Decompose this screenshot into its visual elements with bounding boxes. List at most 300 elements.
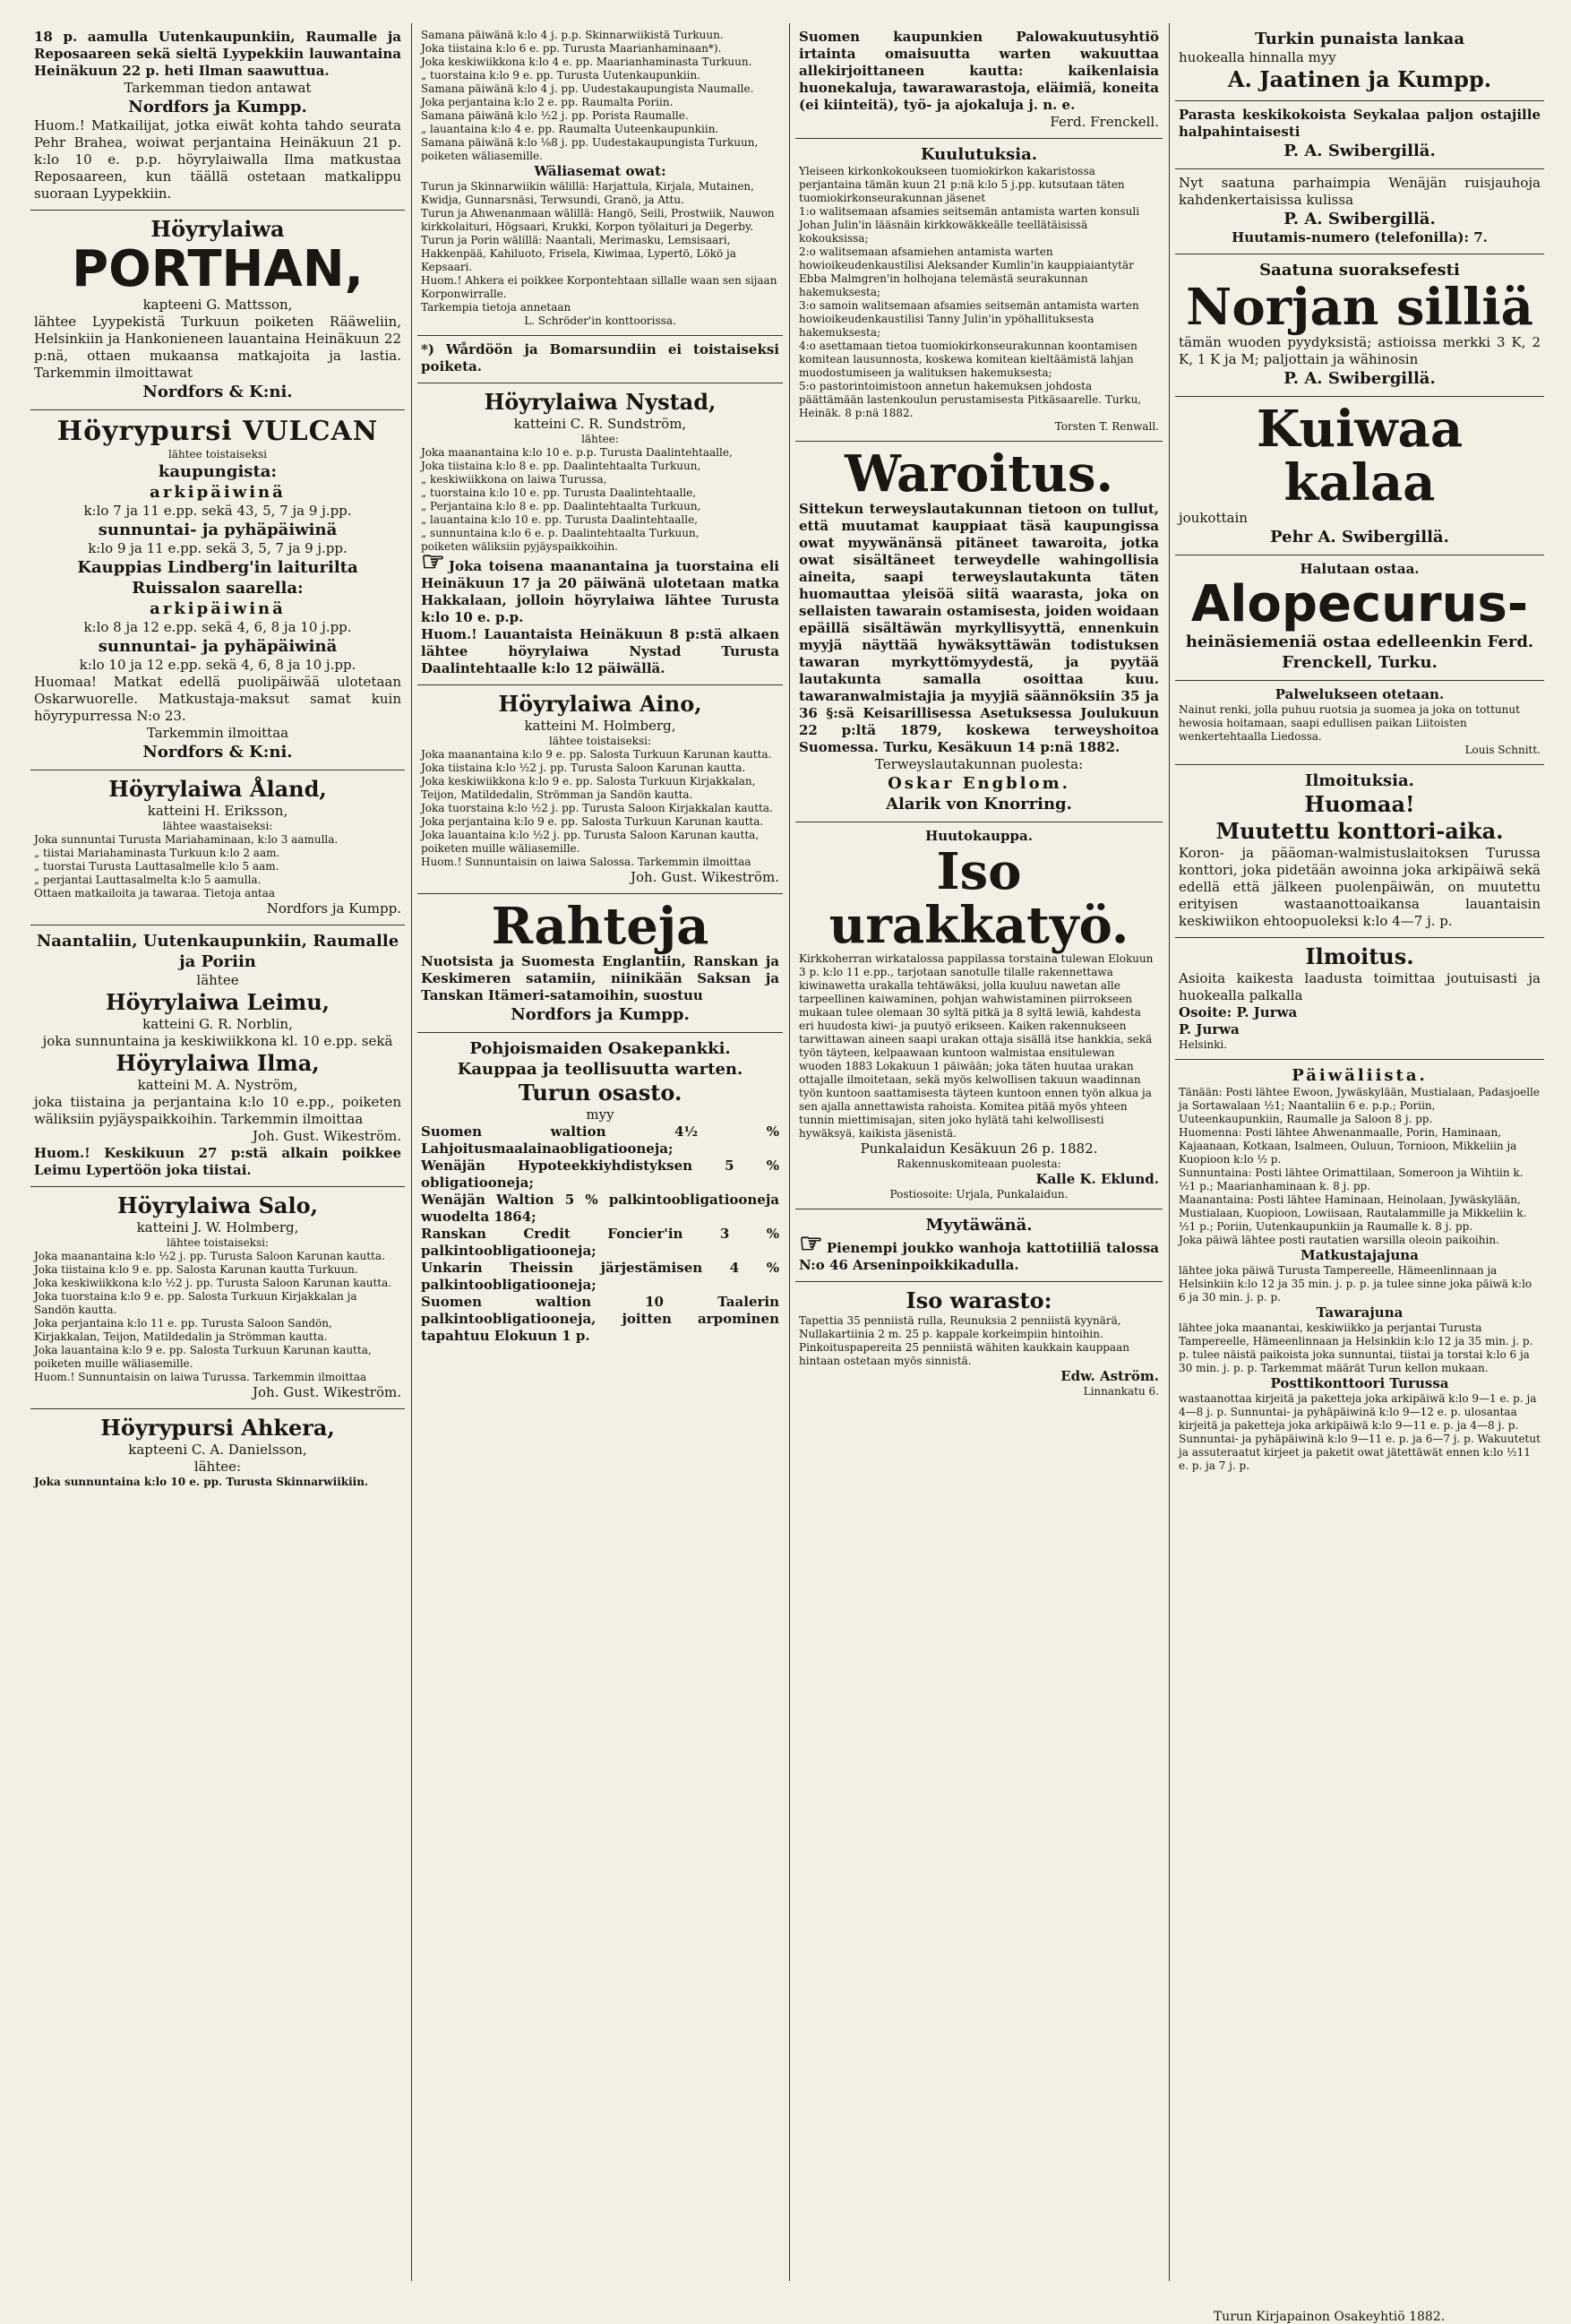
ad-text-content: Joka sunnuntai Turusta Mariahaminaan, k:lo 3 aamulla. bbox=[34, 833, 339, 846]
ad-text bbox=[799, 420, 1159, 434]
ad-text-content: Parasta keskikokoista Seykalaa paljon ostajille halpahintaisesti bbox=[1179, 107, 1541, 140]
ad-text-content: Yleiseen kirkonkokoukseen tuomiokirkon kakaristossa perjantaina tämän kuun 21 p:nä k:lo 5 j.pp. kutsutaan täten tuomiokirkonseurakunnan jäsenet bbox=[799, 165, 1125, 204]
ad-text bbox=[421, 829, 779, 856]
ad-text bbox=[421, 123, 779, 136]
ad-text-content: Nordfors ja Kumpp. bbox=[266, 900, 401, 917]
ad-text bbox=[34, 1371, 401, 1384]
ad-text-content: Huutamis-numero (telefonilla): 7. bbox=[1232, 229, 1488, 245]
ad-text-content: katteini H. Eriksson, bbox=[147, 803, 288, 819]
ad-text bbox=[34, 887, 401, 900]
ad-text-content: P. A. Swibergillä. bbox=[1283, 210, 1436, 228]
ad-text-content: Sunnuntaina: Posti lähtee Orimattilaan, Someroon ja Wihtiin k. ½1 p.; Maarianhaminaan k. 8 j. pp. bbox=[1179, 1166, 1524, 1192]
ad-text-content: lähtee toistaiseksi: bbox=[167, 1236, 269, 1249]
ad-text bbox=[34, 117, 401, 202]
ad-text-content: Joka keskiwiikkona k:lo 9 e. pp. Salosta Turkuun Kirjakkalan, Teijon, Matildedalin, Strömman ja Sandön kautta. bbox=[421, 775, 756, 801]
ad-text bbox=[1179, 209, 1541, 229]
ad-text bbox=[421, 748, 779, 762]
advertisement bbox=[795, 822, 1163, 1209]
ad-text-content: L. Schröder'in konttoorissa. bbox=[524, 314, 676, 327]
ad-text-content: Höyrylaiwa Åland, bbox=[108, 776, 327, 802]
ad-text bbox=[421, 473, 779, 486]
pointing-hand-icon: ☞ bbox=[421, 547, 445, 578]
ad-text-content: „ tuorstaina k:lo 9 e. pp. Turusta Uutenkaupunkiin. bbox=[421, 69, 700, 82]
ad-text bbox=[1179, 66, 1541, 93]
ad-text bbox=[34, 1236, 401, 1250]
ad-text-content: lähtee waastaiseksi: bbox=[162, 820, 273, 832]
ad-text-content: Joka tiistaina k:lo 9 e. pp. Salosta Karunan kautta Turkuun. bbox=[34, 1263, 358, 1276]
ad-text-content: Nordfors ja Kumpp. bbox=[511, 1005, 690, 1024]
ad-text-content: Iso urakkatyö. bbox=[828, 842, 1129, 955]
ad-text-content: Tapettia 35 penniistä rulla, Reunuksia 2 penniistä kyynärä, Nullakartiinia 2 m. 25 p. kappale korkeimpiin hintoihin. bbox=[799, 1314, 1121, 1340]
ad-text-content: Huomenna: Posti lähtee Ahwenanmaalle, Porin, Haminaan, Kajaanaan, Kotkaan, Isalmeen, Ouluun, Tornioon, Mikkeliin ja Kuopioon k:lo ½ p. bbox=[1179, 1126, 1517, 1166]
ad-text-content: Höyrylaiwa Ilma, bbox=[116, 1050, 320, 1076]
ad-text-content: Joh. Gust. Wikeström. bbox=[253, 1128, 401, 1144]
ad-text bbox=[1179, 1375, 1541, 1392]
ad-text bbox=[1179, 1321, 1541, 1375]
ad-text bbox=[34, 657, 401, 674]
ad-text bbox=[421, 234, 779, 274]
ad-text-content: Joka keskiwiikkona k:lo ½2 j. pp. Turusta Saloon Karunan kautta. bbox=[34, 1277, 392, 1289]
ad-text-content: Samana päiwänä k:lo ⅛8 j. pp. Uudestakaupungista Turkuun, poiketen wäliasemille. bbox=[421, 136, 759, 162]
ad-text bbox=[421, 314, 779, 328]
ad-text-content: „ perjantai Lauttasalmelta k:lo 5 aamulla. bbox=[34, 874, 262, 886]
ad-text-content: Posttikonttoori Turussa bbox=[1270, 1375, 1449, 1391]
ad-text bbox=[421, 500, 779, 513]
ad-text-content: Ottaen matkailoita ja tawaraa. Tietoja antaa bbox=[34, 887, 276, 899]
ad-text-content: P. A. Swibergillä. bbox=[1283, 142, 1436, 160]
advertisement bbox=[417, 894, 783, 1033]
ad-text bbox=[799, 794, 1159, 814]
ad-text-content: Joka tuorstaina k:lo 9 e. pp. Salosta Turkuun Kirjakkalan ja Sandön kautta. bbox=[34, 1290, 357, 1316]
ad-text bbox=[1179, 1193, 1541, 1234]
ad-text bbox=[421, 1192, 779, 1226]
advertisement bbox=[417, 23, 783, 336]
advertisement bbox=[795, 139, 1163, 442]
ad-text-content: Nuotsista ja Suomesta Englantiin, Ranskan ja Keskimeren satamiin, niinikään Saksan ja Tanskan Itämeri-satamoihin, suostuu bbox=[421, 953, 779, 1003]
ad-text bbox=[34, 557, 401, 598]
ad-text bbox=[421, 416, 779, 433]
advertisement bbox=[1175, 101, 1544, 169]
ad-text bbox=[1179, 527, 1541, 547]
ad-text bbox=[1179, 791, 1541, 818]
ad-text-content: „ tuorstai Turusta Lauttasalmelle k:lo 5 aam. bbox=[34, 860, 279, 873]
ad-text-content: myy bbox=[586, 1106, 614, 1123]
ad-text bbox=[421, 1080, 779, 1106]
ad-text bbox=[34, 931, 401, 972]
ad-text bbox=[1179, 29, 1541, 49]
ad-text-content: Punkalaidun Kesäkuun 26 p. 1882. bbox=[860, 1140, 1098, 1157]
ad-text-content: lähtee bbox=[196, 972, 239, 988]
advertisement bbox=[30, 925, 405, 1187]
ad-text bbox=[1179, 229, 1541, 246]
ad-text-content: 5:o pastorintoimistoon annetun hakemuksen johdosta päättämään lastenkoulun perustamisesta Pitkäsaarelle. Turku, Heinäk. 8 p:nä 1882. bbox=[799, 380, 1142, 419]
ad-text bbox=[421, 547, 779, 626]
ad-text-content: Osoite: P. Jurwa bbox=[1179, 1004, 1298, 1020]
ad-text bbox=[799, 340, 1159, 380]
ad-text bbox=[34, 972, 401, 989]
ad-text bbox=[1179, 1004, 1541, 1021]
ad-text-content: Joka tiistaina k:lo ½2 j. pp. Turusta Saloon Karunan kautta. bbox=[421, 762, 746, 774]
ad-text-content: Joh. Gust. Wikeström. bbox=[631, 869, 779, 885]
ad-text-content: katteini M. Holmberg, bbox=[524, 718, 676, 734]
ad-text-content: Tarkempia tietoja annetaan bbox=[421, 301, 571, 314]
ad-text-content: 4:o asettamaan tietoa tuomiokirkonseurakunnan koontamisen komitean lausunnosta, koskewa komitean kieltäämistä lahjan muodostumiseen ja walituksen hakemuksesta; bbox=[799, 340, 1137, 379]
ad-text-content: „ lauantaina k:lo 4 e. pp. Raumalta Uuteenkaupunkiin. bbox=[421, 123, 719, 135]
ad-text bbox=[1179, 368, 1541, 389]
ad-text-content: Tarkemmin ilmoittaa bbox=[146, 725, 289, 741]
ad-text bbox=[421, 180, 779, 207]
ad-text-content: „ Perjantaina k:lo 8 e. pp. Daalintehtaalta Turkuun, bbox=[421, 500, 701, 512]
ad-text-content: 2:o walitsemaan afsamiehen antamista warten howioikeudenkaustilisi Aleksander Kumlin'in kauppiaiantytär Ebba Malmgren'in holhojana telemästä seurakunnan hakemuksesta; bbox=[799, 245, 1134, 298]
ad-text bbox=[799, 952, 1159, 1140]
ad-text-content: Joka toisena maanantaina ja tuorstaina eli Heinäkuun 17 ja 20 päiwänä ulotetaan matka Hakkalaan, jolloin höyrylaiwa lähtee Turusta k:lo 10 e. p.p. bbox=[421, 558, 779, 625]
ad-text bbox=[421, 136, 779, 163]
ad-text bbox=[34, 297, 401, 314]
ad-text-content: Postiosoite: Urjala, Punkalaidun. bbox=[889, 1188, 1069, 1201]
ad-text-content: Joka perjantaina k:lo 11 e. pp. Turusta Saloon Sandön, Kirjakkalan, Teijon, Matildedalin ja Strömman kautta. bbox=[34, 1317, 332, 1343]
ad-text bbox=[34, 520, 401, 540]
advertisement bbox=[417, 336, 783, 383]
ad-text bbox=[421, 869, 779, 886]
ad-text bbox=[34, 619, 401, 636]
ad-text-content: Samana päiwänä k:lo 4 j. pp. Uudestakaupungista Naumalle. bbox=[421, 82, 754, 95]
ad-text-content: sunnuntai- ja pyhäpäiwinä bbox=[98, 637, 338, 656]
ad-text-content: „ tuorstaina k:lo 10 e. pp. Turusta Daalintehtaalle, bbox=[421, 486, 697, 499]
ad-text bbox=[34, 1459, 401, 1476]
advertisement bbox=[1175, 23, 1544, 101]
ad-text-content: Turkin punaista lankaa bbox=[1255, 30, 1464, 48]
ad-text bbox=[421, 540, 779, 554]
ad-text bbox=[34, 874, 401, 887]
ad-text bbox=[421, 207, 779, 234]
ad-text-content: Sittekun terweyslautakunnan tietoon on tullut, että muutamat kauppiaat täsä kaupungissa owat myywänänsä pitäneet tawaroita, jotka owat sisältäneet terweydelle wahingollisia aineita, saapi terweyslautakunta täten huomauttaa yleisöä siitä waarasta, joka on sellaisten tawarain ostamisesta, joiden woidaan epäillä sisältäwän myrkyllisyyttä, ennenkuin myyjä näyttää hywäksyttäwän todistuksen tawaran myrkyttömyydestä, ja pyytää lautakunta samalla osoittaa kuu. tawaranwalmistajia ja myyjiä säännöksiin 35 ja 36 §:sä Keisarillisessa Asetuksessa Joulukuun 22 p:ltä 1879, koskewa terweyshoitoa Suomessa. Turku, Kesäkuun 14 p:nä 1882. bbox=[799, 501, 1159, 755]
ad-text bbox=[799, 1215, 1159, 1235]
ad-text-content: Joka päiwä lähtee posti rautatien warsilla oleoin paikoihin. bbox=[1179, 1234, 1499, 1246]
ad-text bbox=[34, 1033, 401, 1050]
ad-text bbox=[34, 80, 401, 97]
column-1 bbox=[30, 23, 405, 2299]
column-2 bbox=[417, 23, 783, 2299]
ad-text bbox=[421, 1123, 779, 1158]
ad-text bbox=[421, 1260, 779, 1294]
ad-text bbox=[421, 953, 779, 1004]
ad-text bbox=[1179, 1304, 1541, 1321]
ad-text bbox=[799, 1385, 1159, 1399]
ad-text-content: Höyrylaiwa Nystad, bbox=[484, 389, 717, 415]
ad-text bbox=[421, 802, 779, 815]
ad-text-content: joka tiistaina ja perjantaina k:lo 10 e.pp., poiketen wäliksiin pyjäyspaikkoihin. Tarkemmin ilmoittaa bbox=[34, 1094, 401, 1127]
ad-text-content: Joka tiistaina k:lo 6 e. pp. Turusta Maarianhaminaan*). bbox=[421, 42, 722, 55]
ad-text-content: Huom.! Matkailijat, jotka eiwät kohta tahdo seurata Pehr Brahea, woiwat perjantaina Heinäkuun 21 p. k:lo 10 e. p.p. höyrylaiwalla Ilma matkustaa Reposaareen, kun täällä ostetaan matkalippu suoraan Lyypekkiin. bbox=[34, 117, 401, 202]
ad-text-content: Höyrypursi VULCAN bbox=[56, 416, 379, 447]
ad-text bbox=[34, 860, 401, 874]
ad-text bbox=[421, 626, 779, 677]
ad-text bbox=[34, 1050, 401, 1077]
ad-text bbox=[34, 382, 401, 402]
ad-text-content: Huom.! Sunnuntaisin on laiwa Turussa. Tarkemmin ilmoittaa bbox=[34, 1371, 367, 1383]
ad-text bbox=[421, 341, 779, 375]
ad-text-content: katteini G. R. Norblin, bbox=[142, 1016, 293, 1032]
pointing-hand-icon: ☞ bbox=[799, 1228, 823, 1260]
ad-text-content: Edw. Aström. bbox=[1060, 1368, 1159, 1384]
ad-text bbox=[799, 1368, 1159, 1385]
ad-text-content: 3:o samoin walitsemaan afsamies seitsemän antamista warten howioikeudenkaustilisi Tanny Julin'in ypöhallituksesta hakemuksesta; bbox=[799, 299, 1139, 339]
ad-text bbox=[421, 1226, 779, 1260]
ad-text bbox=[34, 1192, 401, 1219]
ad-text bbox=[34, 674, 401, 725]
ad-text bbox=[1179, 744, 1541, 757]
advertisement bbox=[1175, 254, 1544, 397]
ad-text-content: Saatuna suoraksefesti bbox=[1259, 261, 1460, 280]
ad-text bbox=[421, 1294, 779, 1345]
ad-text-content: Suomen waltion 4½ % Lahjoitusmaalainaobligatiooneja; bbox=[421, 1123, 779, 1157]
ad-text bbox=[1179, 1065, 1541, 1086]
ad-text-content: Huom.! Sunnuntaisin on laiwa Salossa. Tarkemmin ilmoittaa bbox=[421, 856, 751, 868]
ad-text-content: P. A. Swibergillä. bbox=[1283, 369, 1436, 388]
ad-text-content: Huutokauppa. bbox=[925, 828, 1033, 844]
ad-text-content: Huom.! Ahkera ei poikkee Korpontehtaan sillalle waan sen sijaan Korponwirralle. bbox=[421, 274, 777, 300]
ad-text-content: Höyrypursi Ahkera, bbox=[100, 1415, 335, 1441]
ad-text-content: joukottain bbox=[1179, 510, 1248, 526]
column-3 bbox=[795, 23, 1163, 2299]
ad-text bbox=[421, 301, 779, 314]
ad-text bbox=[421, 897, 779, 956]
advertisement bbox=[1175, 555, 1544, 681]
ad-text-content: Huomaa! bbox=[1304, 791, 1415, 817]
ad-text-content: Joka lauantaina k:lo ½2 j. pp. Turusta Saloon Karunan kautta, poiketen muille wäliasemille. bbox=[421, 829, 760, 855]
ad-text bbox=[421, 42, 779, 56]
ad-text bbox=[799, 165, 1159, 205]
advertisement bbox=[30, 23, 405, 211]
ad-text bbox=[421, 1158, 779, 1192]
ad-text-content: arkipäiwinä bbox=[150, 599, 286, 618]
ad-text-content: Kauppias Lindberg'in laiturilta Ruissalon saarella: bbox=[77, 558, 358, 598]
column-rule bbox=[789, 23, 790, 2281]
ad-text bbox=[34, 1077, 401, 1094]
ad-text bbox=[34, 1317, 401, 1344]
ad-text-content: kaupungista: bbox=[158, 462, 278, 481]
ad-text bbox=[421, 29, 779, 42]
ad-text bbox=[799, 444, 1159, 504]
ad-text bbox=[1179, 1264, 1541, 1304]
ad-text-content: k:lo 9 ja 11 e.pp. sekä 3, 5, 7 ja 9 j.pp. bbox=[88, 540, 348, 556]
ad-text bbox=[1179, 278, 1541, 337]
ad-text-content: Iso warasto: bbox=[906, 1287, 1052, 1313]
ad-text bbox=[799, 501, 1159, 756]
ad-text-content: Turun osasto. bbox=[518, 1080, 682, 1106]
ad-text bbox=[34, 803, 401, 820]
column-rule bbox=[1169, 23, 1170, 2281]
advertisement bbox=[1175, 681, 1544, 765]
ad-text bbox=[421, 1106, 779, 1123]
ad-text bbox=[1179, 1392, 1541, 1473]
ad-text bbox=[799, 1341, 1159, 1368]
ad-text-content: Nordfors & K:ni. bbox=[142, 743, 293, 762]
ad-text-content: Norjan silliä bbox=[1186, 278, 1533, 337]
ad-text-content: Helsinki. bbox=[1179, 1038, 1228, 1051]
ad-text-content: Joka perjantaina k:lo 9 e. pp. Salosta Turkuun Karunan kautta. bbox=[421, 815, 764, 828]
ad-text bbox=[34, 482, 401, 503]
ad-text bbox=[34, 461, 401, 482]
ad-text-content: Nordfors & K:ni. bbox=[142, 383, 293, 401]
advertisement bbox=[30, 1409, 405, 1496]
ad-text bbox=[421, 718, 779, 735]
ad-text-content: k:lo 8 ja 12 e.pp. sekä 4, 6, 8 ja 10 j.pp. bbox=[83, 619, 352, 635]
ad-text-content: Ilmoitus. bbox=[1305, 943, 1414, 969]
ad-text bbox=[799, 756, 1159, 773]
ad-text bbox=[799, 1188, 1159, 1201]
ad-text-content: „ sunnuntaina k:lo 6 e. p. Daalintehtaalta Turkuun, bbox=[421, 527, 700, 539]
advertisement bbox=[30, 770, 405, 925]
ad-text bbox=[34, 448, 401, 461]
ad-text-content: Unkarin Theissin järjestämisen 4 % palkintoobligatiooneja; bbox=[421, 1260, 779, 1293]
ad-text-content: Louis Schnitt. bbox=[1464, 744, 1541, 756]
ad-text-content: Turun ja Ahwenanmaan wälillä: Hangö, Seili, Prostwiik, Nauwon kirkkolaituri, Högsaari, Krukki, Korpon työlaituri ja Degerby. bbox=[421, 207, 775, 233]
ad-text-content: Nainut renki, jolla puhuu ruotsia ja suomea ja joka on tottunut hewosia hoitamaan, saapi edullisen paikan Liitoisten wenkertehtaalla Liedossa. bbox=[1179, 703, 1520, 743]
ad-text bbox=[799, 842, 1159, 955]
ad-text-content: Huomaa! Matkat edellä puolipäiwää ulotetaan Oskarwuorelle. Matkustaja-maksut samat kuin höyrypurressa N:o 23. bbox=[34, 674, 401, 724]
ad-text bbox=[34, 1344, 401, 1371]
ad-text-content: Kirkkoherran wirkatalossa pappilassa torstaina tulewan Elokuun 3 p. k:lo 11 e.pp., tarjotaan sanotulle tilalle rakennettawa kiwinawetta urakalla tehtäwäksi, jolla kuuluu nawetan alle tarpeellinen kaiwaminen, pohjan wahwistaminen piirrokseen mukaan tulee olemaan 30 syltä pitkä ja 8 syltä lewiä, kahdesta eri huudosta kiwi- ja puutyö erikseen. Kaiken rakennukseen tarwittawan aineen saapi urakan ottaja sisällä itse hankkia, sekä työn täyteen, kelpaawaan kuntoon walmistaa ensitulewan wuoden 1883 Lokakuun 1 päiwään; joka täten huutaa urakan ottajalle ilmoitetaan, sekä myös kelwollisen takuun waadinnan työn kuntoon saattamisesta täyteen kuntoon ennen työn alkua ja sen ajalla annettawista rahoista. Komitea pitää myös yhteen tunnin miettimisajan, siten joko hylätä tahi kelwollisesti hywäksyä, kaikista jäsenistä. bbox=[799, 952, 1154, 1140]
ad-text-content: Huom.! Keskikuun 27 p:stä alkain poikkee Leimu Lypertöön joka tiistai. bbox=[34, 1145, 401, 1178]
advertisement bbox=[417, 1033, 783, 1352]
ad-text bbox=[34, 636, 401, 657]
ad-text bbox=[34, 503, 401, 520]
ad-text-content: huokealla hinnalla myy bbox=[1179, 49, 1336, 65]
ad-text-content: Alarik von Knorring. bbox=[886, 795, 1072, 813]
ad-text bbox=[799, 1314, 1159, 1341]
ad-text-content: Torsten T. Renwall. bbox=[1054, 420, 1159, 433]
ad-text bbox=[421, 163, 779, 180]
ad-text bbox=[1179, 107, 1541, 141]
ad-text-content: lähtee joka maanantai, keskiwiikko ja perjantai Turusta Tampereelle, Hämeenlinnaan ja Helsinkiin k:lo 12 ja 35 min. j. p. p. tulee näistä paikoista joka sunnuntai, tiistai ja torstai k:lo 6 ja 30 min. j. p. p. Tarkemmat määrät Turun kellon mukaan. bbox=[1179, 1321, 1533, 1374]
ad-text bbox=[34, 29, 401, 80]
ad-text bbox=[421, 775, 779, 802]
ad-text bbox=[1179, 175, 1541, 209]
ad-text bbox=[34, 900, 401, 917]
ad-text-content: Samana päiwänä k:lo ½2 j. pp. Porista Raumalle. bbox=[421, 109, 689, 122]
column-4 bbox=[1175, 23, 1544, 2299]
ad-text bbox=[421, 56, 779, 69]
ad-text bbox=[1179, 845, 1541, 930]
advertisement bbox=[1175, 397, 1544, 555]
ad-text-content: k:lo 7 ja 11 e.pp. sekä 43, 5, 7 ja 9 j.pp. bbox=[83, 503, 352, 519]
ad-text bbox=[799, 380, 1159, 420]
ad-text-content: „ keskiwiikkona on laiwa Turussa, bbox=[421, 473, 607, 486]
ad-text-content: Joka lauantaina k:lo 9 e. pp. Salosta Turkuun Karunan kautta, poiketen muille wäliasemille. bbox=[34, 1344, 372, 1370]
ad-text-content: „ tiistai Mariahaminasta Turkuun k:lo 2 aam. bbox=[34, 847, 280, 859]
ad-text bbox=[34, 1145, 401, 1179]
ad-text bbox=[34, 847, 401, 860]
ad-text bbox=[1179, 1247, 1541, 1264]
ad-text-content: A. Jaatinen ja Kumpp. bbox=[1227, 66, 1492, 92]
ad-text bbox=[421, 1059, 779, 1080]
ad-text bbox=[799, 245, 1159, 299]
ad-text-content: Turun ja Porin wälillä: Naantali, Merimasku, Lemsisaari, Hakkenpää, Kahiluoto, Frisela, Kiwimaa, Lypertö, Lökö ja Kepsaari. bbox=[421, 234, 736, 273]
ad-text-content: Joh. Gust. Wikeström. bbox=[253, 1384, 401, 1400]
ad-text bbox=[1179, 686, 1541, 703]
ad-text-content: arkipäiwinä bbox=[150, 483, 286, 502]
ad-text-content: Rahteja bbox=[491, 897, 709, 956]
advertisement bbox=[417, 383, 783, 685]
ad-text-content: Höyrylaiwa Aino, bbox=[498, 691, 702, 717]
ad-text bbox=[34, 742, 401, 762]
ad-text-content: Koron- ja pääoman-walmistuslaitoksen Turussa konttori, joka pidetään awoinna joka arkipäiwä sekä edellä että jälkeen puolenpäiwän, on muutettu erityisen wastaanottoaikansa lauantaisin keskiwiikon ehtoopuoleksi k:lo 4—7 j. p. bbox=[1179, 845, 1541, 929]
ad-text-content: lähtee toistaiseksi bbox=[168, 448, 267, 460]
ad-text-content: kapteeni C. A. Danielsson, bbox=[128, 1442, 307, 1458]
ad-text bbox=[1179, 818, 1541, 845]
ad-text-content: P. Jurwa bbox=[1179, 1021, 1240, 1037]
ad-text bbox=[421, 460, 779, 473]
ad-text-content: Wenäjän Hypoteekkiyhdistyksen 5 % obligatiooneja; bbox=[421, 1158, 779, 1191]
ad-text bbox=[1179, 703, 1541, 744]
ad-text bbox=[421, 527, 779, 540]
ad-text-content: lähtee: bbox=[581, 433, 619, 445]
ad-text-content: PORTHAN, bbox=[72, 240, 364, 298]
ad-text bbox=[34, 1415, 401, 1442]
ad-text-content: Joka tiistaina k:lo 8 e. pp. Daalintehtaalta Turkuun, bbox=[421, 460, 701, 472]
advertisement bbox=[30, 211, 405, 410]
ad-text-content: Pienempi joukko wanhoja kattotiiliä talossa N:o 46 Arseninpoikkikadulla. bbox=[799, 1240, 1159, 1273]
ad-text bbox=[799, 299, 1159, 340]
ad-text-content: „ lauantaina k:lo 10 e. pp. Turusta Daalintehtaalle, bbox=[421, 513, 698, 526]
advertisement bbox=[417, 685, 783, 894]
ad-text-content: Kauppaa ja teollisuutta warten. bbox=[457, 1060, 743, 1079]
ad-text bbox=[1179, 575, 1541, 633]
ad-text bbox=[421, 1038, 779, 1059]
ad-text bbox=[34, 314, 401, 382]
ad-text bbox=[34, 725, 401, 742]
ad-text-content: Nyt saatuna parhaimpia Wenäjän ruisjauhoja kahdenkertaisissa kulissa bbox=[1179, 175, 1541, 208]
ad-text bbox=[421, 389, 779, 416]
ad-text bbox=[421, 82, 779, 96]
ad-text bbox=[421, 109, 779, 123]
ad-text bbox=[799, 1140, 1159, 1158]
ad-text bbox=[1179, 1038, 1541, 1052]
ad-text-content: Tarkemman tiedon antawat bbox=[124, 80, 312, 96]
ad-text bbox=[34, 416, 401, 448]
ad-text bbox=[421, 96, 779, 109]
printer-imprint: Turun Kirjapainon Osakeyhtiö 1882. bbox=[1213, 2310, 1446, 2324]
ad-text bbox=[34, 1016, 401, 1033]
ad-text-content: tämän wuoden pyydyksistä; astioissa merkki 3 K, 2 K, 1 K ja M; paljottain ja wähinosin bbox=[1179, 334, 1541, 367]
advertisement bbox=[1175, 765, 1544, 938]
ad-text-content: Joka tuorstaina k:lo ½2 j. pp. Turusta Saloon Kirjakkalan kautta. bbox=[421, 802, 773, 814]
ad-text bbox=[1179, 1166, 1541, 1193]
ad-text-content: Waroitus. bbox=[844, 444, 1114, 504]
ad-text-content: Kalle K. Eklund. bbox=[1035, 1171, 1159, 1187]
ad-text-content: wastaanottaa kirjeitä ja paketteja joka arkipäiwä k:lo 9—1 e. p. ja 4—8 j. p. Sunnuntai- ja pyhäpäiwinä k:lo 9—12 e. p. ulosantaa kirjeitä ja paketteja joka arkipäiwä k:lo 9—11 e. p. ja 4—8 j. p. Sunnuntai- ja pyhäpäiwinä k:lo 9—11 e. p. ja 6—7 j. p. Wakuutetut ja assuteraatut kirjeet ja paketit owat jätettäwät ennen k:lo ½11 e. p. ja 7 j. p. bbox=[1179, 1392, 1541, 1472]
ad-text-content: Matkustajajuna bbox=[1301, 1247, 1419, 1263]
advertisement bbox=[1175, 169, 1544, 254]
ad-text bbox=[34, 97, 401, 117]
ad-text-content: Turun ja Skinnarwiikin wälillä: Harjattula, Kirjala, Mutainen, Kwidja, Gunnarsnäsi, Terwsundi, Granö, ja Attu. bbox=[421, 180, 754, 206]
ad-text bbox=[34, 833, 401, 847]
ad-text-content: lähtee: bbox=[193, 1459, 242, 1475]
ad-text bbox=[34, 1277, 401, 1290]
ad-text-content: Oskar Engblom. bbox=[888, 774, 1070, 793]
ad-text-content: Wäliasemat owat: bbox=[534, 163, 666, 179]
ad-text bbox=[1179, 1086, 1541, 1126]
ad-text-content: katteini C. R. Sundström, bbox=[513, 416, 687, 432]
ad-text-content: 1:o walitsemaan afsamies seitsemän antamista warten konsuli Johan Julin'in lääsnäin kirkkowäkkeälle teellätäisissä kokouksissa; bbox=[799, 205, 1140, 245]
ad-text bbox=[421, 735, 779, 748]
ad-text bbox=[34, 1094, 401, 1128]
ad-text bbox=[1179, 141, 1541, 161]
ad-text-content: Alopecurus- bbox=[1190, 575, 1529, 633]
ad-text bbox=[1179, 1234, 1541, 1247]
ad-text-content: Joka keskiwiikkona k:lo 4 e. pp. Maarianhaminasta Turkuun. bbox=[421, 56, 752, 68]
